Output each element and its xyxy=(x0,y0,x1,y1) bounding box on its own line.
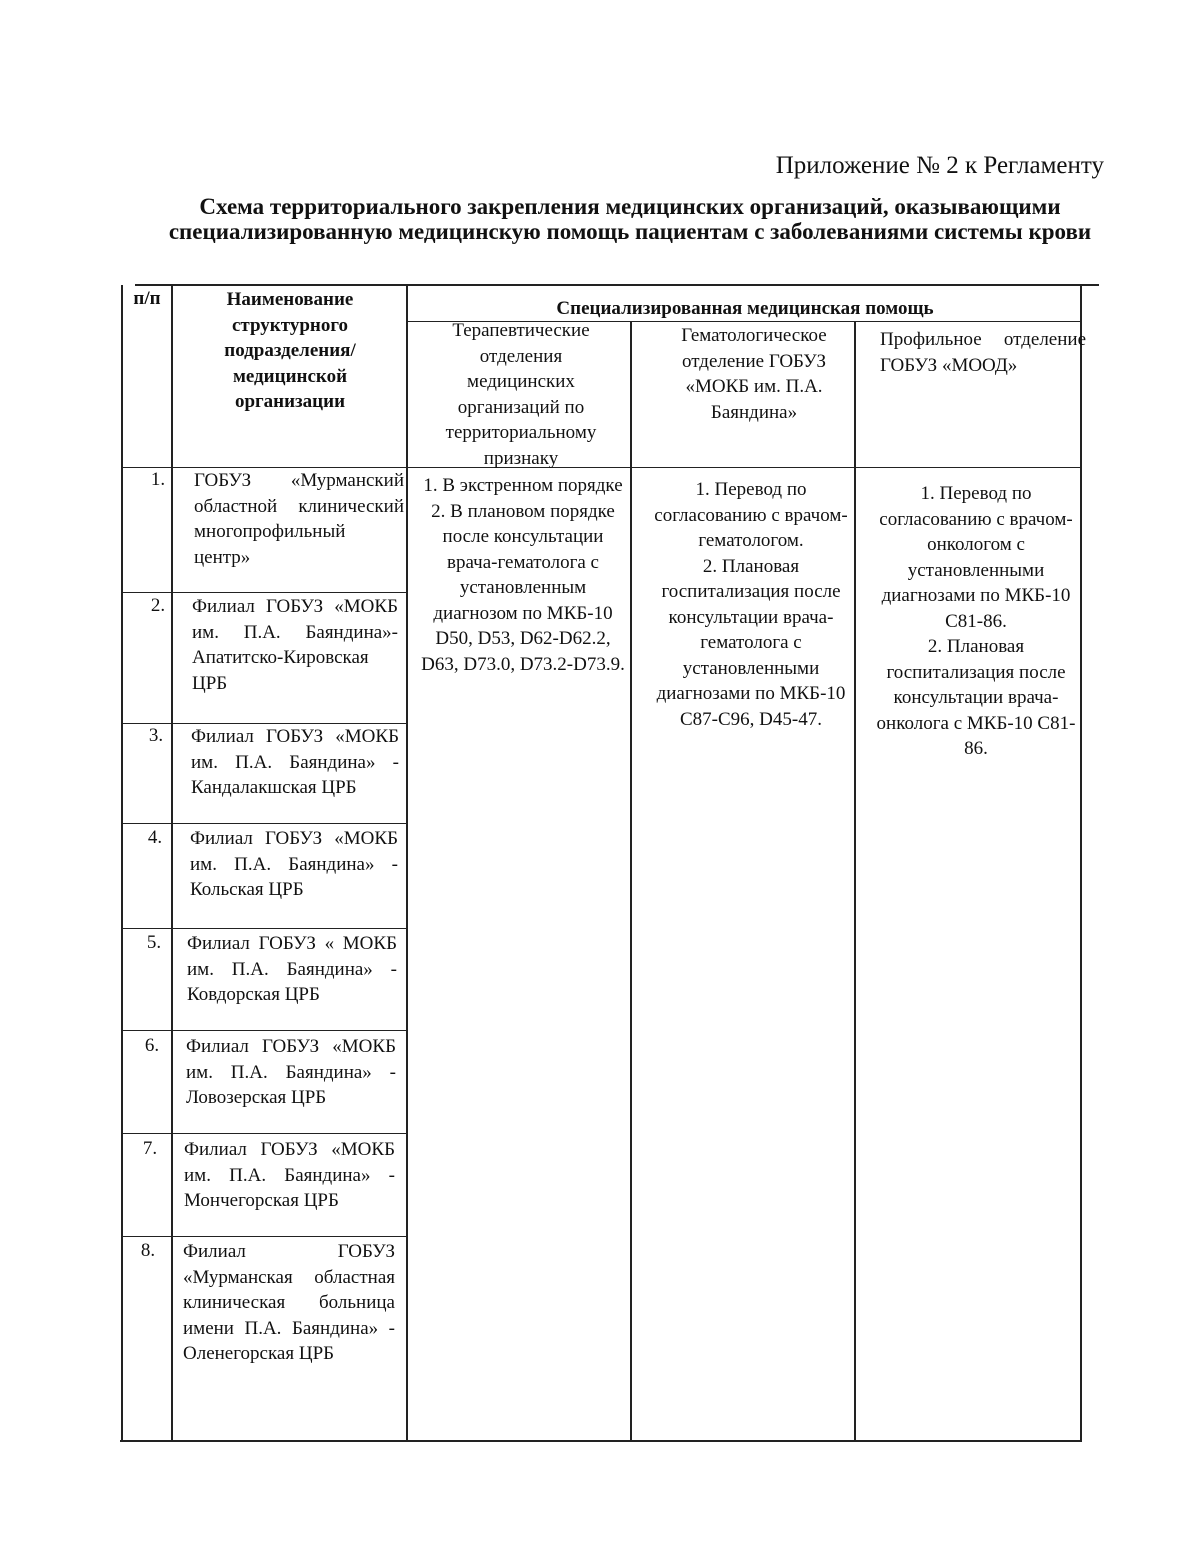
subheader-oncology: Профильное отделение ГОБУЗ «МООД» xyxy=(880,329,1086,376)
organization-name: Филиал ГОБУЗ «Мурманская областная клиническая больница имени П.А. Баяндина» - Оленегорская ЦРБ xyxy=(183,1241,395,1364)
appendix-caption: Приложение № 2 к Регламенту xyxy=(775,152,1104,179)
row-number: 3. xyxy=(148,725,164,746)
column-divider-therapy xyxy=(630,322,632,1441)
oncology-referral-text: 1. Перевод по согласованию с врачом-онкологом с установленными диагнозами по МКБ-10 С81-86. 2. Плановая госпитализация после консультации врача-онколога с МКБ-10 С81-86. xyxy=(876,483,1076,759)
column-header-name: Наименование структурного подразделения/ медицинской организации xyxy=(224,289,356,412)
table-border-top xyxy=(135,284,1099,286)
subheader-hematology: Гематологическое отделение ГОБУЗ «МОКБ им. П.А. Баяндина» xyxy=(681,325,827,423)
document-title: Схема территориального закрепления медицинских организаций, оказывающими специализированную медицинскую помощь пациентам с заболеваниями системы крови xyxy=(168,194,1092,244)
therapy-referral-text: 1. В экстренном порядке 2. В плановом порядке после консультации врача-гематолога с установленным диагнозом по МКБ-10 D50, D53, D62-D62.2, D63, D73.0, D73.2-D73.9. xyxy=(421,475,625,675)
table-border-left xyxy=(121,285,123,1441)
row-separator xyxy=(122,823,407,824)
organization-name: Филиал ГОБУЗ «МОКБ им. П.А. Баяндина» - Мончегорская ЦРБ xyxy=(184,1139,395,1211)
organization-name: Филиал ГОБУЗ «МОКБ им. П.А. Баяндина» - Ловозерская ЦРБ xyxy=(186,1036,396,1108)
column-divider-hematology xyxy=(854,322,856,1441)
row-number: 4. xyxy=(147,827,163,848)
table-border-bottom xyxy=(120,1440,1082,1442)
column-divider-num xyxy=(171,285,173,1441)
column-divider-name xyxy=(406,285,408,1441)
row-number: 8. xyxy=(140,1240,156,1261)
row-separator xyxy=(122,1133,407,1134)
organization-name: Филиал ГОБУЗ « МОКБ им. П.А. Баяндина» - Ковдорская ЦРБ xyxy=(187,933,397,1005)
organization-name: ГОБУЗ «Мурманский областной клинический многопрофильный центр» xyxy=(194,470,404,568)
organization-name: Филиал ГОБУЗ «МОКБ им. П.А. Баяндина» - Кандалакшская ЦРБ xyxy=(191,726,399,798)
column-header-num: п/п xyxy=(133,288,161,309)
row-separator xyxy=(122,928,407,929)
row-number: 1. xyxy=(150,469,166,490)
row-number: 6. xyxy=(144,1035,160,1056)
column-group-header: Специализированная медицинская помощь xyxy=(556,298,934,319)
subheader-therapy: Терапевтические отделения медицинских организаций по территориальному признаку xyxy=(445,320,597,469)
row-separator xyxy=(122,1030,407,1031)
row-separator xyxy=(122,1236,407,1237)
table-border-right xyxy=(1080,285,1082,1441)
hematology-referral-text: 1. Перевод по согласованию с врачом-гематологом. 2. Плановая госпитализация после консультации врача-гематолога с установленными диагнозами по МКБ-10 С87-С96, D45-47. xyxy=(654,479,848,730)
organization-name: Филиал ГОБУЗ «МОКБ им. П.А. Баяндина»- Апатитско-Кировская ЦРБ xyxy=(192,596,398,694)
row-number: 5. xyxy=(146,932,162,953)
row-separator xyxy=(122,592,407,593)
row-number: 2. xyxy=(150,595,166,616)
organization-name: Филиал ГОБУЗ «МОКБ им. П.А. Баяндина» - Кольская ЦРБ xyxy=(190,828,398,900)
row-number: 7. xyxy=(142,1138,158,1159)
